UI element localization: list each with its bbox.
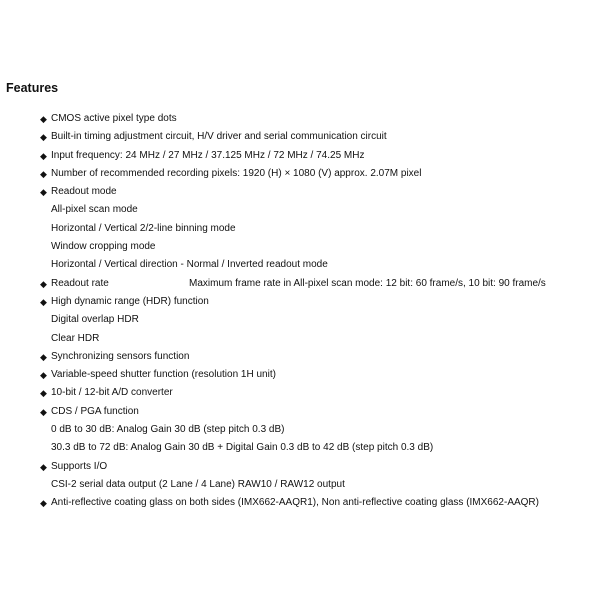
feature-text: 0 dB to 30 dB: Analog Gain 30 dB (step pitch 0.3 dB) <box>51 424 285 436</box>
diamond-bullet-icon: ◆ <box>40 406 47 417</box>
feature-text: Horizontal / Vertical direction - Normal / Inverted readout mode <box>51 259 328 271</box>
diamond-bullet-icon: ◆ <box>40 150 47 161</box>
diamond-bullet-icon: ◆ <box>40 370 47 381</box>
diamond-bullet-icon: ◆ <box>40 296 47 307</box>
feature-item-shutter <box>40 366 596 384</box>
feature-text: Horizontal / Vertical 2/2-line binning mode <box>51 222 236 234</box>
diamond-bullet-icon: ◆ <box>40 187 47 198</box>
diamond-bullet-icon: ◆ <box>40 498 47 509</box>
feature-subitem-csi2-output <box>40 476 596 494</box>
feature-subitem-window-cropping <box>40 238 596 256</box>
feature-item-input-frequency <box>40 147 596 165</box>
feature-subitem-inverted-readout <box>40 256 596 274</box>
feature-item-cds-pga <box>40 403 596 421</box>
section-title: Features <box>6 81 59 95</box>
feature-item-hdr-function <box>40 293 596 311</box>
feature-text: Supports I/O <box>51 460 108 472</box>
feature-text: Clear HDR <box>51 332 100 344</box>
diamond-bullet-icon: ◆ <box>40 114 47 124</box>
feature-text: CSI-2 serial data output (2 Lane / 4 Lane) RAW10 / RAW12 output <box>51 478 345 490</box>
feature-text: Input frequency: 24 MHz / 27 MHz / 37.125 MHz / 72 MHz / 74.25 MHz <box>51 149 365 161</box>
feature-item-recording-pixels <box>40 165 596 183</box>
feature-text: Built-in timing adjustment circuit, H/V driver and serial communication circuit <box>51 131 387 143</box>
feature-detail: Maximum frame rate in All-pixel scan mode: 12 bit: 60 frame/s, 10 bit: 90 frame/s <box>189 277 546 289</box>
feature-text: All-pixel scan mode <box>51 204 138 216</box>
feature-text: Number of recommended recording pixels: 1920 (H) × 1080 (V) approx. 2.07M pixel <box>51 167 422 179</box>
feature-subitem-digital-gain <box>40 439 596 457</box>
diamond-bullet-icon: ◆ <box>40 168 47 179</box>
feature-subitem-binning-mode <box>40 220 596 238</box>
feature-subitem-analog-gain <box>40 421 596 439</box>
feature-text: Digital overlap HDR <box>51 314 139 326</box>
feature-item-ad-converter <box>40 384 596 402</box>
feature-text: Synchronizing sensors function <box>51 350 190 362</box>
feature-subitem-all-pixel-scan <box>40 201 596 219</box>
feature-text: CMOS active pixel type dots <box>51 113 177 124</box>
feature-text: 30.3 dB to 72 dB: Analog Gain 30 dB + Digital Gain 0.3 dB to 42 dB (step pitch 0.3 dB) <box>51 442 434 454</box>
diamond-bullet-icon: ◆ <box>40 278 47 289</box>
feature-item-coating-glass <box>40 494 596 512</box>
feature-text: CDS / PGA function <box>51 405 139 417</box>
feature-item-supports-io <box>40 458 596 476</box>
feature-text: Readout rate <box>51 277 109 289</box>
feature-item-readout-mode <box>40 183 596 201</box>
diamond-bullet-icon: ◆ <box>40 351 47 362</box>
diamond-bullet-icon: ◆ <box>40 388 47 399</box>
diamond-bullet-icon: ◆ <box>40 132 47 143</box>
feature-text: Anti-reflective coating glass on both sides (IMX662-AAQR1), Non anti-reflective coating glass (IMX662-AAQR) <box>51 497 539 509</box>
feature-text: Window cropping mode <box>51 241 156 253</box>
feature-text: Readout mode <box>51 186 117 198</box>
feature-subitem-clear-hdr <box>40 330 596 348</box>
feature-item-cmos-pixel <box>40 110 596 128</box>
feature-item-readout-rate <box>40 275 596 293</box>
feature-list <box>40 110 596 513</box>
feature-item-timing-circuit <box>40 128 596 146</box>
feature-text: 10-bit / 12-bit A/D converter <box>51 387 173 399</box>
feature-item-sync-sensors <box>40 348 596 366</box>
feature-text: Variable-speed shutter function (resolution 1H unit) <box>51 369 276 381</box>
feature-subitem-digital-overlap-hdr <box>40 311 596 329</box>
diamond-bullet-icon: ◆ <box>40 461 47 472</box>
feature-text: High dynamic range (HDR) function <box>51 295 209 307</box>
